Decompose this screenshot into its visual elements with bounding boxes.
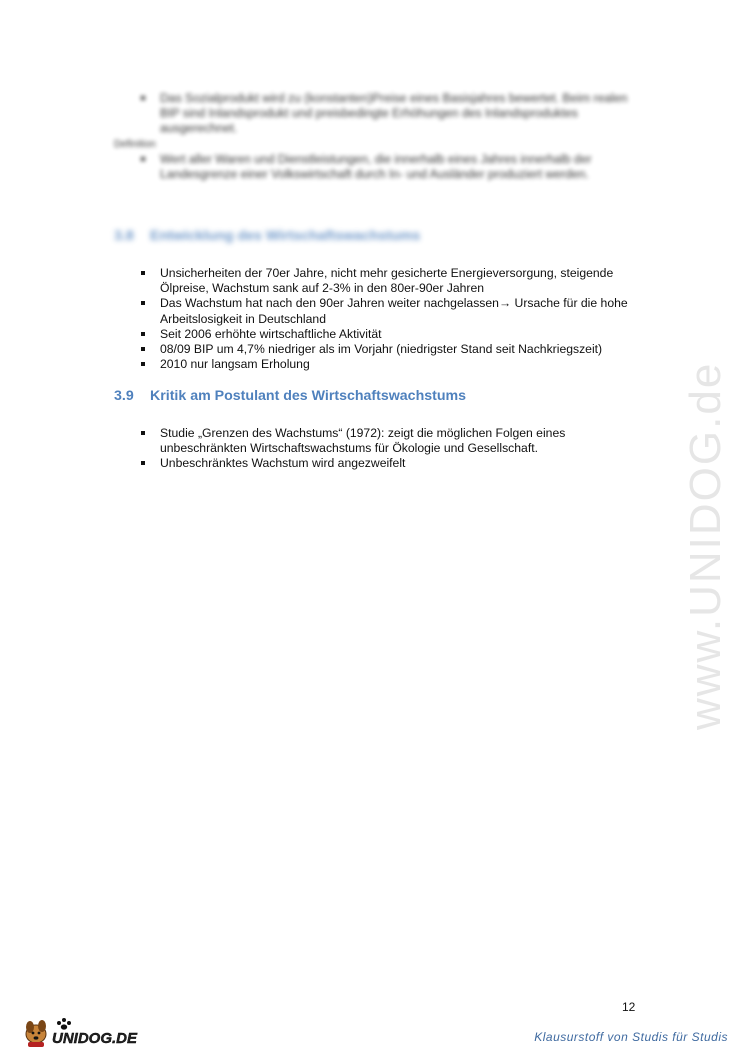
section-heading-3-9 <box>114 388 466 404</box>
watermark <box>590 270 750 730</box>
definition-label: Definition <box>114 138 156 150</box>
list-item: Das Wachstum hat nach den 90er Jahren weiter nachgelassen→ Ursache für die hohe Arbeitslosigkeit in Deutschland <box>114 296 634 326</box>
section-number: 3.9 <box>114 388 134 404</box>
blurred-bullet: Wert aller Waren und Dienstleistungen, die innerhalb eines Jahres innerhalb der Landesgrenze einer Volkswirtschaft durch In- und Ausländer produziert werden. <box>114 152 634 182</box>
section-3-8-list <box>114 266 634 372</box>
blurred-top-block <box>114 91 634 182</box>
section-title: Kritik am Postulant des Wirtschaftswachstums <box>150 388 467 404</box>
list-item: 08/09 BIP um 4,7% niedriger als im Vorjahr (niedrigster Stand seit Nachkriegszeit) <box>114 342 634 357</box>
blurred-bullet: Das Sozialprodukt wird zu (konstanten)Preise eines Basisjahres bewertet. Beim realen BIP sind Inlandsprodukt und preisbedingte Erhöhungen des Inlandsproduktes ausgerechnet. <box>114 91 634 137</box>
logo-text: UNIDOG.DE <box>52 1030 138 1047</box>
watermark-text: www.UNIDOG.de <box>681 361 730 730</box>
list-item: Studie „Grenzen des Wachstums“ (1972): zeigt die möglichen Folgen eines unbeschränkten Wirtschaftswachstums für Ökologie und Gesellschaft. <box>114 426 634 456</box>
section-title: Entwicklung des Wirtschaftswachstums <box>150 228 421 244</box>
list-item: Unsicherheiten der 70er Jahre, nicht mehr gesicherte Energieversorgung, steigende Ölpreise, Wachstum sank auf 2-3% in den 80er-90er Jahren <box>114 266 634 296</box>
section-3-9-list <box>114 426 634 472</box>
footer-tagline: Klausurstoff von Studis für Studis <box>534 1030 728 1044</box>
list-item: 2010 nur langsam Erholung <box>114 357 634 372</box>
unidog-logo <box>22 1014 152 1055</box>
section-number: 3.8 <box>114 228 134 244</box>
page-number: 12 <box>622 1000 636 1014</box>
list-item: Unbeschränktes Wachstum wird angezweifelt <box>114 456 634 471</box>
dog-logo-icon <box>22 1014 152 1050</box>
section-heading-3-8 <box>114 228 420 244</box>
list-item: Seit 2006 erhöhte wirtschaftliche Aktivität <box>114 327 634 342</box>
